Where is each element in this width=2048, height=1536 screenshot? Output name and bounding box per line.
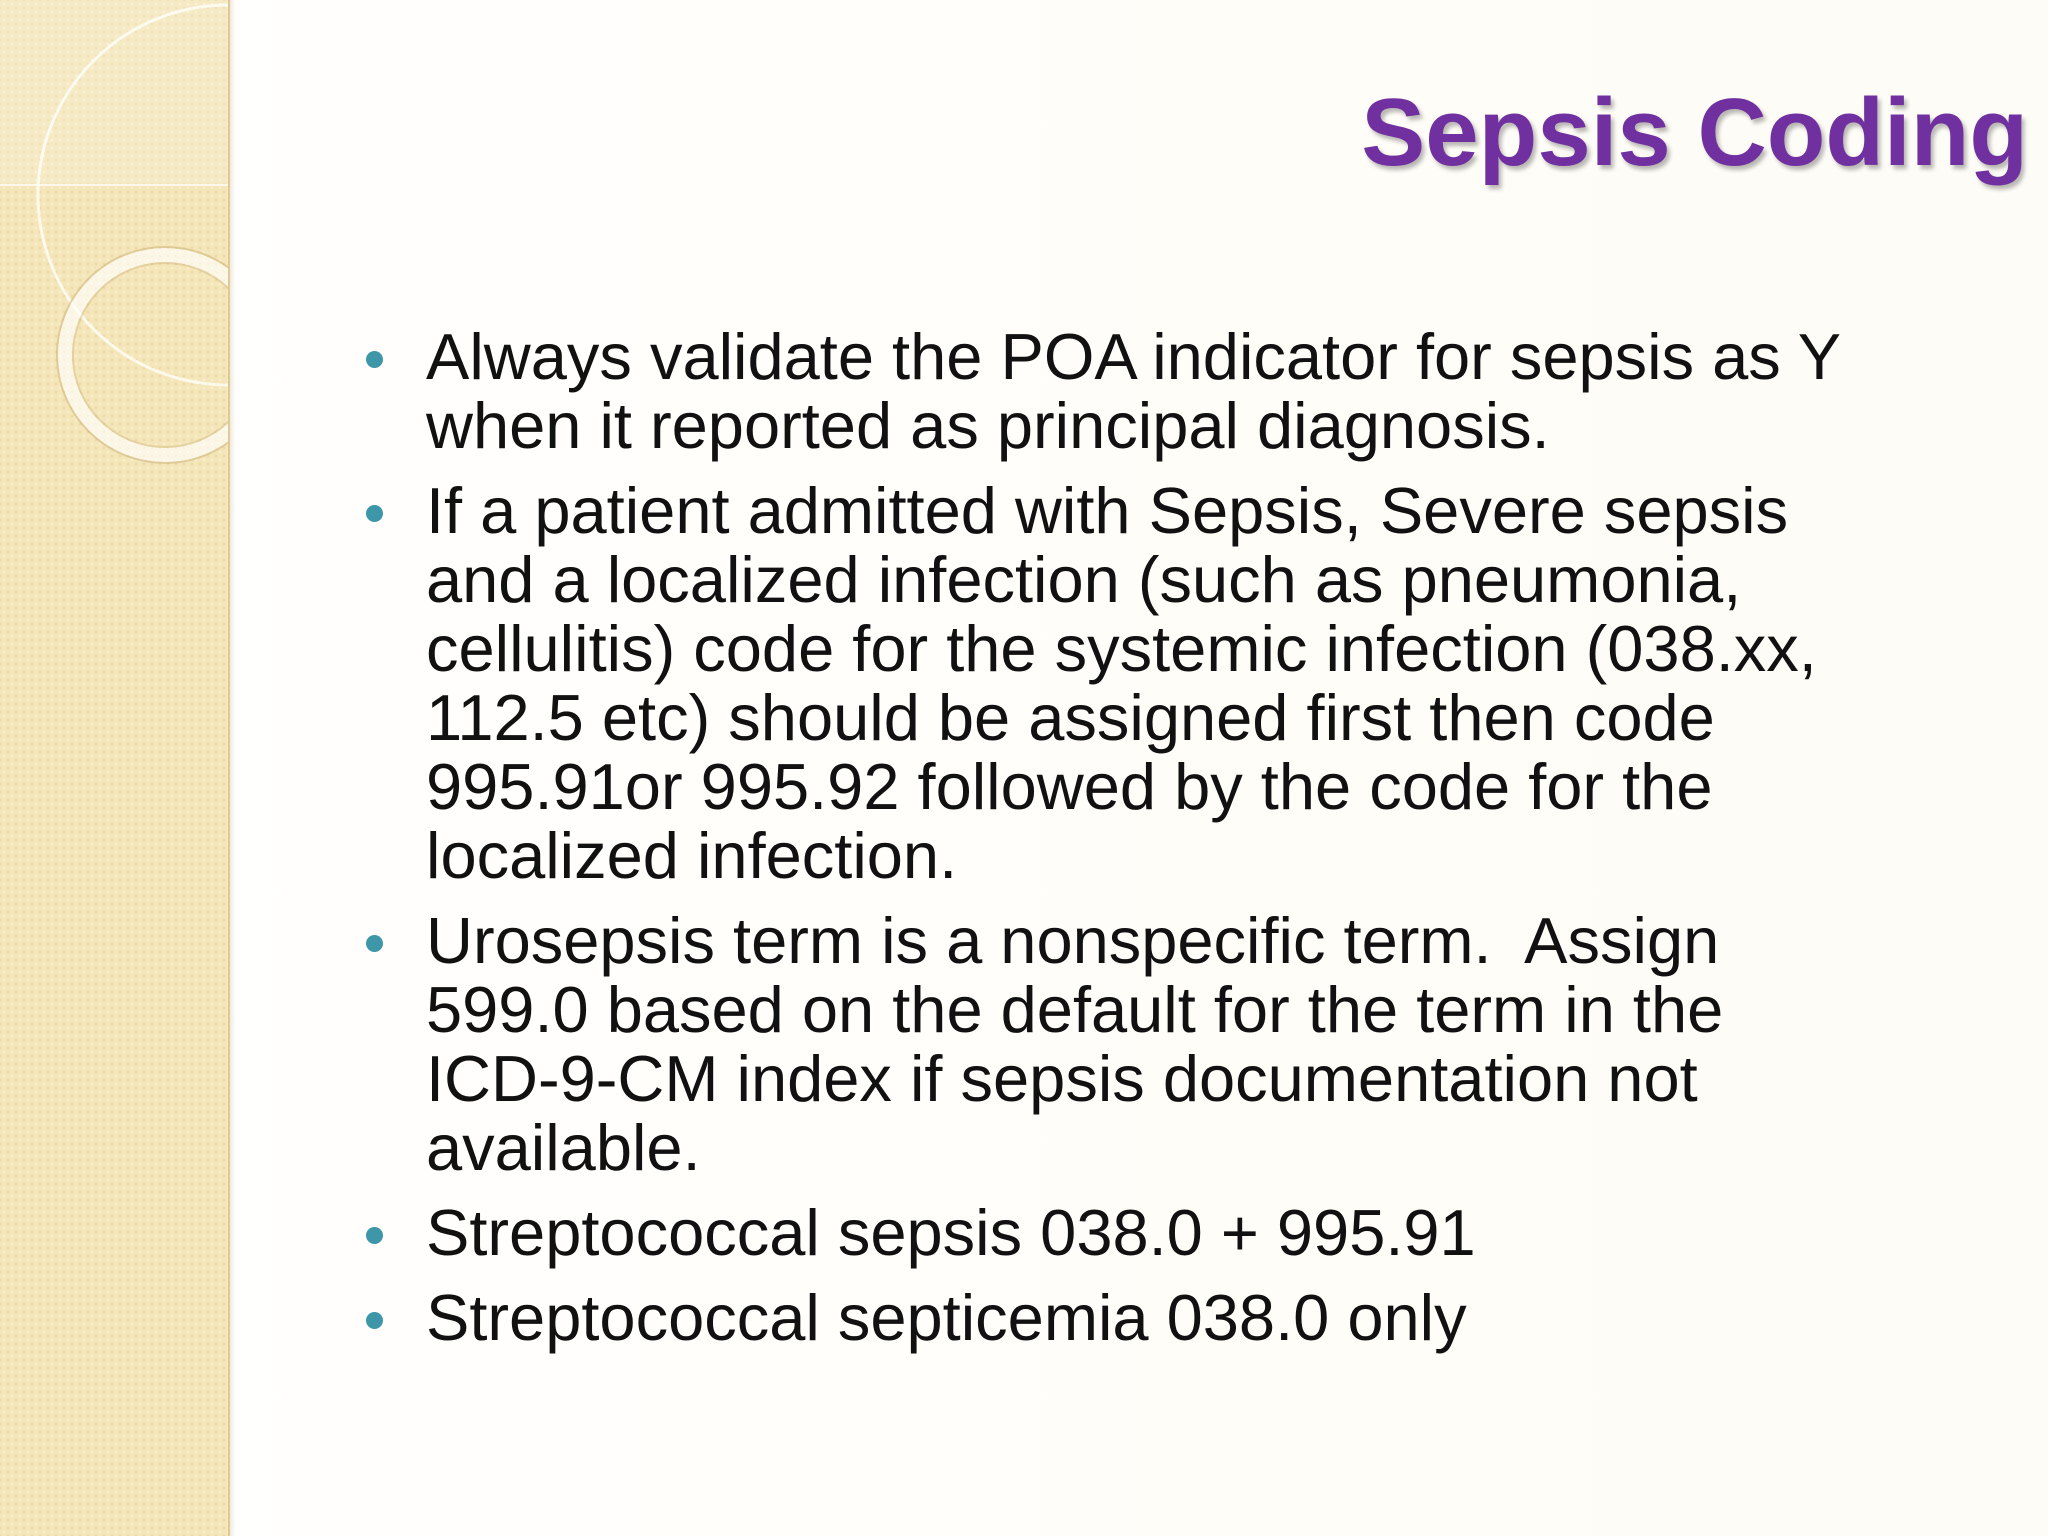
- bullet-item: [358, 1198, 1998, 1267]
- bullet-item: [358, 1283, 1998, 1352]
- decorative-rings: [0, 0, 228, 520]
- decorative-sidebar: [0, 0, 230, 1536]
- bullet-text: Always validate the POA indicator for sepsis as Y when it reported as principal diagnosis.: [426, 320, 1842, 462]
- bullet-list: [358, 322, 1998, 1368]
- deco-panel: [0, 0, 228, 185]
- bullet-item: [358, 906, 1998, 1182]
- bullet-text: Streptococcal septicemia 038.0 only: [426, 1281, 1467, 1354]
- bullet-dot-icon: [366, 351, 383, 368]
- bullet-text: Streptococcal sepsis 038.0 + 995.91: [426, 1196, 1476, 1269]
- bullet-dot-icon: [366, 935, 383, 952]
- bullet-item: [358, 476, 1998, 890]
- deco-ring-thick: [65, 255, 228, 455]
- bullet-dot-icon: [366, 1312, 383, 1329]
- slide-title: Sepsis Coding: [1361, 79, 2028, 186]
- bullet-text: If a patient admitted with Sepsis, Severe sepsis and a localized infection (such as pneumonia, cellulitis) code for the systemic infection (038.xx, 112.5 etc) should be assigned first then code 995.91or 995.92 followed by the code for the localized infection.: [426, 474, 1817, 892]
- bullet-dot-icon: [366, 505, 383, 522]
- bullet-text: Urosepsis term is a nonspecific term. Assign 599.0 based on the default for the term in the ICD-9-CM index if sepsis documentation not available.: [426, 904, 1724, 1184]
- bullet-dot-icon: [366, 1227, 383, 1244]
- bullet-item: [358, 322, 1998, 460]
- sidebar-edge-shadow: [228, 0, 236, 1536]
